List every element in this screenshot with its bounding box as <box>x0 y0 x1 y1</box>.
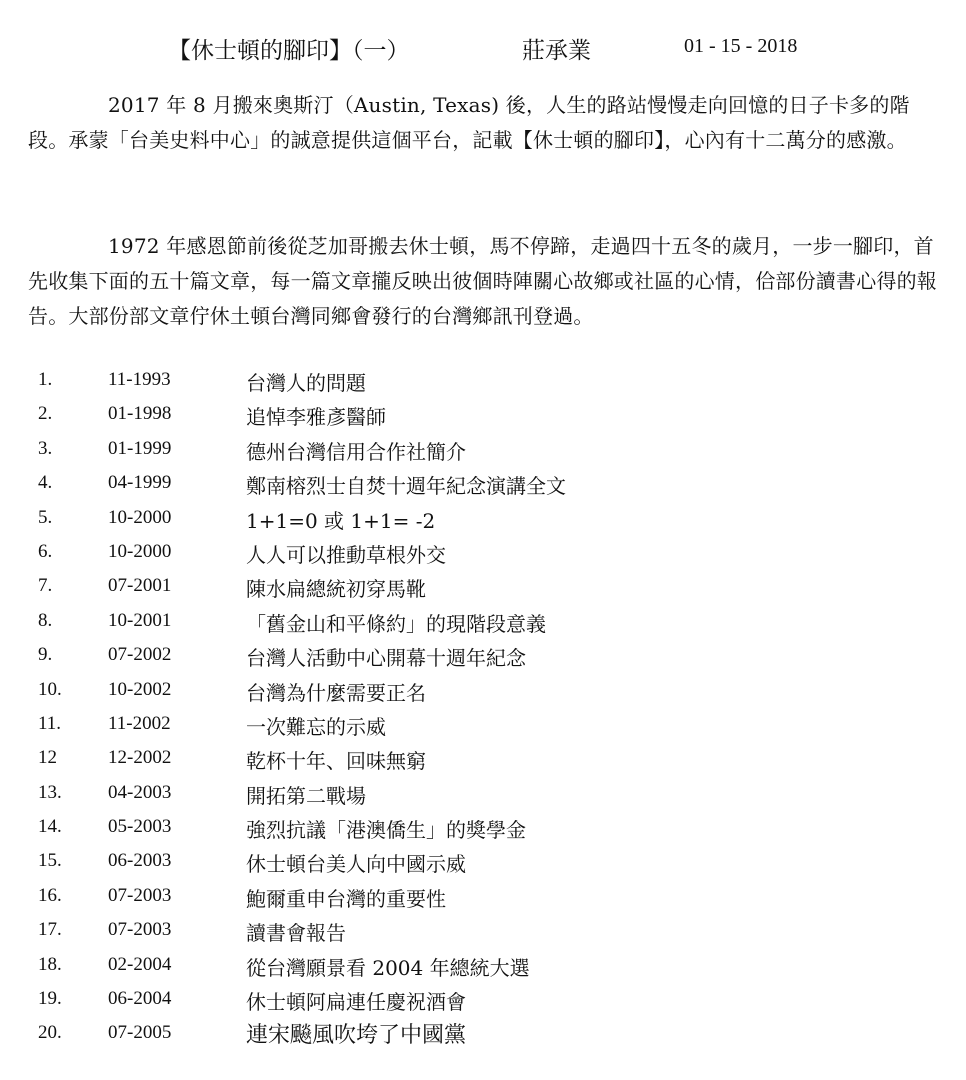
article-title: 人人可以推動草根外交 <box>246 542 446 567</box>
article-date: 11-1993 <box>108 369 171 390</box>
article-title: 追悼李雅彥醫師 <box>246 405 386 430</box>
article-item <box>0 846 966 880</box>
article-date: 02-2004 <box>108 953 172 975</box>
article-title: 1+1=0 或 1+1= -2 <box>246 508 436 533</box>
article-number: 2. <box>38 403 53 425</box>
article-date: 01-1999 <box>108 437 172 459</box>
article-item <box>0 434 966 468</box>
article-date: 10-2000 <box>108 540 172 562</box>
article-title: 德州台灣信用合作社簡介 <box>246 439 466 464</box>
article-number: 15. <box>38 850 62 872</box>
article-item <box>0 709 966 743</box>
author-name: 莊承業 <box>522 38 591 64</box>
article-number: 5. <box>38 506 53 528</box>
article-title: 乾杯十年、回味無窮 <box>246 749 426 774</box>
article-date: 05-2003 <box>108 816 172 838</box>
article-title: 鮑爾重申台灣的重要性 <box>246 886 446 911</box>
article-item <box>0 537 966 571</box>
article-item <box>0 915 966 949</box>
article-date: 06-2003 <box>108 850 172 872</box>
article-item <box>0 503 966 537</box>
article-item <box>0 571 966 605</box>
article-item <box>0 606 966 640</box>
article-item <box>0 778 966 812</box>
article-item <box>0 468 966 502</box>
article-date: 01-1998 <box>108 403 172 425</box>
article-title: 台灣人的問題 <box>246 371 366 395</box>
background-paragraph: 1972 年感恩節前後從芝加哥搬去休士頓，馬不停蹄，走過四十五冬的歲月，一步一腳印，首先收集下面的五十篇文章，每一篇文章攏反映出彼個時陣關心故鄉或社區的心情，佮部份讀書心得的報告。大部份部文章佇休土頓台灣同鄉會發行的台灣鄉訊刊登過。 <box>28 234 937 328</box>
article-number: 12 <box>38 747 57 769</box>
article-title: 休士頓阿扁連任慶祝酒會 <box>246 990 466 1015</box>
article-number: 20. <box>38 1022 62 1044</box>
article-date: 10-2001 <box>108 609 172 631</box>
article-item <box>0 365 966 399</box>
article-list <box>0 365 966 1053</box>
article-title: 一次難忘的示威 <box>246 714 386 739</box>
article-number: 13. <box>38 781 62 803</box>
article-date: 11-2002 <box>108 712 171 734</box>
article-title: 鄭南榕烈士自焚十週年紀念演講全文 <box>246 474 566 499</box>
article-number: 8. <box>38 609 53 631</box>
document-title: 【休士頓的腳印】（一） <box>168 38 410 64</box>
article-number: 9. <box>38 644 53 666</box>
article-item <box>0 640 966 674</box>
article-number: 16. <box>38 884 62 906</box>
article-number: 7. <box>38 575 53 597</box>
article-number: 18. <box>38 953 62 975</box>
article-title: 休士頓台美人向中國示威 <box>246 852 466 877</box>
article-item <box>0 950 966 984</box>
article-date: 06-2004 <box>108 988 172 1010</box>
article-title: 陳水扁總統初穿馬靴 <box>246 577 426 602</box>
article-number: 11. <box>38 712 62 734</box>
article-item <box>0 881 966 915</box>
article-date: 12-2002 <box>108 747 172 769</box>
article-number: 4. <box>38 472 53 494</box>
article-date: 10-2000 <box>108 506 172 528</box>
article-item <box>0 1018 966 1052</box>
article-item <box>0 743 966 777</box>
article-title: 強烈抗議「港澳僑生」的獎學金 <box>246 818 526 843</box>
intro-paragraph: 2017 年 8 月搬來奧斯汀（Austin, Texas) 後，人生的路站慢慢走向回憶的日子卡多的階段。承蒙「台美史料中心」的誠意提供這個平台，記載【休士頓的腳印】，心內有十二萬分的感激。 <box>28 93 910 152</box>
document-date: 01 - 15 - 2018 <box>684 35 798 57</box>
article-item <box>0 812 966 846</box>
article-number: 10. <box>38 678 62 700</box>
article-number: 14. <box>38 816 62 838</box>
article-number: 17. <box>38 919 62 941</box>
article-number: 3. <box>38 437 53 459</box>
document-header <box>168 32 798 65</box>
article-date: 04-2003 <box>108 781 172 803</box>
article-number: 19. <box>38 988 62 1010</box>
article-item <box>0 675 966 709</box>
article-date: 07-2002 <box>108 644 172 666</box>
article-title: 台灣為什麼需要正名 <box>246 680 426 705</box>
article-title: 「舊金山和平條約」的現階段意義 <box>246 611 546 636</box>
article-number: 6. <box>38 540 53 562</box>
article-date: 07-2003 <box>108 919 172 941</box>
article-item <box>0 984 966 1018</box>
article-date: 07-2005 <box>108 1022 172 1044</box>
article-date: 07-2001 <box>108 575 172 597</box>
article-number: 1. <box>38 369 53 390</box>
article-title: 讀書會報告 <box>246 921 346 946</box>
article-date: 07-2003 <box>108 884 172 906</box>
article-date: 10-2002 <box>108 678 172 700</box>
article-title: 台灣人活動中心開幕十週年紀念 <box>246 646 526 671</box>
article-date: 04-1999 <box>108 472 172 494</box>
article-title: 從台灣願景看 2004 年總統大選 <box>246 955 530 980</box>
article-title: 連宋飈風吹垮了中國黨 <box>246 1023 467 1049</box>
article-item <box>0 399 966 433</box>
article-title: 開拓第二戰場 <box>246 783 366 808</box>
